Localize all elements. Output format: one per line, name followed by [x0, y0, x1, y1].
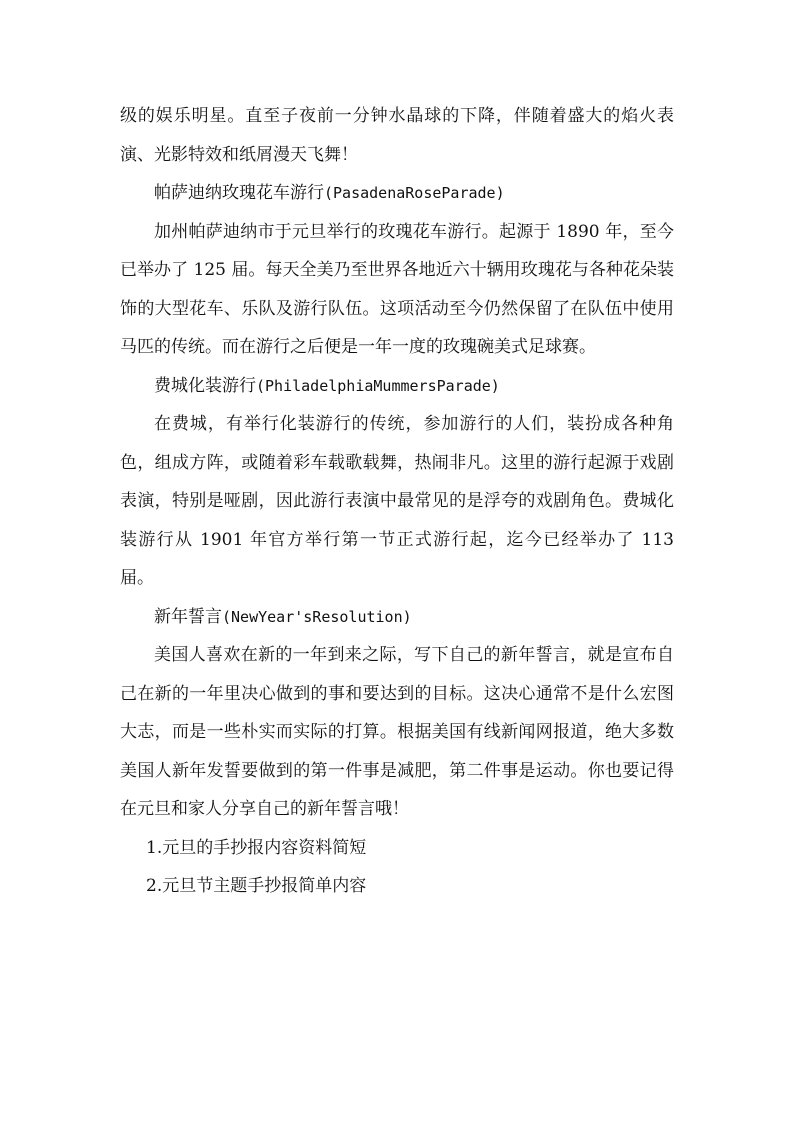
- list-item-number: 2.: [146, 876, 163, 896]
- heading-mummers-parade-zh: 费城化装游行: [154, 375, 256, 396]
- paragraph-mummers-parade: 在费城，有举行化装游行的传统，参加游行的人们，装扮成各种角色，组成方阵，或随着彩车载歌载舞，热闹非凡。这里的游行起源于戏剧表演，特别是哑剧，因此游行表演中最常见的是浮夸的戏剧角色。费城化装游行从 1901 年官方举行第一节正式游行起，迄今已经举办了 113 届。: [120, 414, 674, 588]
- heading-mummers-parade: [120, 367, 674, 406]
- paragraph-rose-parade: 加州帕萨迪纳市于元旦举行的玫瑰花车游行。起源于 1890 年，至今已举办了 125 届。每天全美乃至世界各地近六十辆用玫瑰花与各种花朵装饰的大型花车、乐队及游行队伍。这项活动至今仍然保留了在队伍中使用马匹的传统。而在游行之后便是一年一度的玫瑰碗美式足球赛。: [120, 221, 674, 357]
- paragraph-resolution: 美国人喜欢在新的一年到来之际，写下自己的新年誓言，就是宣布自己在新的一年里决心做到的事和要达到的目标。这决心通常不是什么宏图大志，而是一些朴实而实际的打算。根据美国有线新闻网报道，绝大多数美国人新年发誓要做到的第一件事是减肥，第二件事是运动。你也要记得在元旦和家人分享自己的新年誓言哦！: [120, 645, 674, 819]
- heading-rose-parade: [120, 174, 674, 213]
- paragraph-times-square-end: 级的娱乐明星。直至子夜前一分钟水晶球的下降，伴随着盛大的焰火表演、光影特效和纸屑漫天飞舞！: [120, 106, 674, 165]
- heading-resolution-zh: 新年誓言: [154, 606, 222, 627]
- list-item[interactable]: [120, 867, 674, 906]
- list-item-label: 元旦的手抄报内容资料简短: [162, 837, 367, 858]
- heading-mummers-parade-en: (PhiladelphiaMummersParade): [256, 376, 500, 395]
- list-item-number: 1.: [146, 837, 163, 858]
- heading-resolution: [120, 598, 674, 637]
- heading-rose-parade-en: (PasadenaRoseParade): [324, 184, 505, 202]
- list-item[interactable]: [120, 829, 674, 868]
- heading-resolution-en: (NewYear'sResolution): [222, 607, 412, 626]
- list-item-label: 元旦节主题手抄报简单内容: [162, 876, 367, 896]
- heading-rose-parade-zh: 帕萨迪纳玫瑰花车游行: [154, 183, 324, 203]
